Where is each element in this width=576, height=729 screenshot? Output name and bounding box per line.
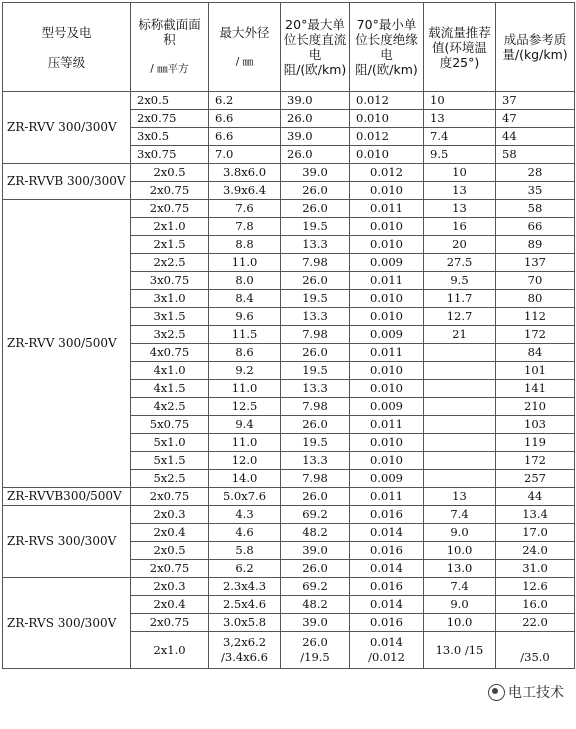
- model-cell: ZR-RVVB 300/300V: [3, 164, 131, 200]
- current-capacity-cell: 9.5: [424, 146, 496, 164]
- current-capacity-cell: 9.0: [424, 596, 496, 614]
- cross-section-cell: 5x1.0: [131, 434, 209, 452]
- insulation-resistance-cell: 0.014: [350, 596, 424, 614]
- cross-section-cell: 2x0.4: [131, 524, 209, 542]
- model-cell: ZR-RVS 300/300V: [3, 506, 131, 578]
- current-capacity-cell: 10.0: [424, 542, 496, 560]
- cross-section-cell: 2x0.75: [131, 110, 209, 128]
- table-row: [3, 164, 575, 182]
- table-row: [3, 506, 575, 524]
- weight-cell: 141: [496, 380, 575, 398]
- weight-cell: 137: [496, 254, 575, 272]
- weight-cell: 172: [496, 452, 575, 470]
- dc-resistance-cell: 39.0: [281, 164, 350, 182]
- dc-resistance-cell: 13.3: [281, 308, 350, 326]
- current-capacity-cell: 13: [424, 200, 496, 218]
- weight-cell: 17.0: [496, 524, 575, 542]
- cross-section-cell: 3x0.5: [131, 128, 209, 146]
- insulation-resistance-cell: 0.010: [350, 218, 424, 236]
- insulation-resistance-cell: 0.016: [350, 506, 424, 524]
- dc-resistance-cell: 26.0: [281, 416, 350, 434]
- outer-diameter-cell: 8.0: [209, 272, 281, 290]
- cross-section-cell: 2x0.75: [131, 200, 209, 218]
- weight-cell: 35: [496, 182, 575, 200]
- insulation-resistance-cell: 0.010: [350, 308, 424, 326]
- outer-diameter-cell: 4.6: [209, 524, 281, 542]
- header-model: 型号及电 压等级: [3, 3, 131, 92]
- model-cell: ZR-RVS 300/300V: [3, 578, 131, 669]
- current-capacity-cell: 13: [424, 488, 496, 506]
- current-capacity-cell: 10: [424, 164, 496, 182]
- outer-diameter-cell: 3.8x6.0: [209, 164, 281, 182]
- dc-resistance-cell: 39.0: [281, 614, 350, 632]
- dc-resistance-cell: 7.98: [281, 470, 350, 488]
- weight-cell: 28: [496, 164, 575, 182]
- table-row: [3, 578, 575, 596]
- current-capacity-cell: 21: [424, 326, 496, 344]
- dc-resistance-cell: 19.5: [281, 362, 350, 380]
- insulation-resistance-cell: 0.009: [350, 254, 424, 272]
- current-capacity-cell: [424, 434, 496, 452]
- current-capacity-cell: [424, 398, 496, 416]
- insulation-resistance-cell: 0.010: [350, 182, 424, 200]
- dc-resistance-cell: 48.2: [281, 596, 350, 614]
- cable-spec-table: [2, 2, 575, 669]
- cross-section-cell: 3x2.5: [131, 326, 209, 344]
- dc-resistance-cell: 26.0: [281, 272, 350, 290]
- cross-section-cell: 4x0.75: [131, 344, 209, 362]
- dc-resistance-cell: 48.2: [281, 524, 350, 542]
- header-current-capacity: 载流量推荐值(环境温度25°): [424, 3, 496, 92]
- outer-diameter-cell: 12.0: [209, 452, 281, 470]
- weight-cell: 47: [496, 110, 575, 128]
- insulation-resistance-cell: 0.016: [350, 578, 424, 596]
- dc-resistance-cell: 26.0: [281, 560, 350, 578]
- dc-resistance-cell: 13.3: [281, 380, 350, 398]
- insulation-resistance-cell: 0.010: [350, 236, 424, 254]
- insulation-resistance-cell: 0.010: [350, 362, 424, 380]
- weight-cell: 112: [496, 308, 575, 326]
- outer-diameter-cell: 7.8: [209, 218, 281, 236]
- outer-diameter-cell: 3.9x6.4: [209, 182, 281, 200]
- outer-diameter-cell: 7.6: [209, 200, 281, 218]
- current-capacity-cell: 7.4: [424, 128, 496, 146]
- weight-cell: 70: [496, 272, 575, 290]
- dc-resistance-cell: 19.5: [281, 434, 350, 452]
- insulation-resistance-cell: 0.010: [350, 452, 424, 470]
- cross-section-cell: 3x0.75: [131, 146, 209, 164]
- insulation-resistance-cell: 0.012: [350, 92, 424, 110]
- table-row: [3, 488, 575, 506]
- outer-diameter-cell: 5.8: [209, 542, 281, 560]
- current-capacity-cell: [424, 380, 496, 398]
- dc-resistance-cell: 7.98: [281, 254, 350, 272]
- insulation-resistance-cell: 0.010: [350, 146, 424, 164]
- outer-diameter-cell: 3.0x5.8: [209, 614, 281, 632]
- weight-cell: 66: [496, 218, 575, 236]
- cross-section-cell: 2x0.75: [131, 488, 209, 506]
- insulation-resistance-cell: 0.010: [350, 434, 424, 452]
- cross-section-cell: 2x0.75: [131, 614, 209, 632]
- current-capacity-cell: 7.4: [424, 506, 496, 524]
- cross-section-cell: 2x0.4: [131, 596, 209, 614]
- cross-section-cell: 3x1.5: [131, 308, 209, 326]
- weight-cell: 16.0: [496, 596, 575, 614]
- header-insulation-resistance: 70°最小单位长度绝缘电阻/(欧/km): [350, 3, 424, 92]
- insulation-resistance-cell: 0.016: [350, 614, 424, 632]
- cross-section-cell: 2x0.5: [131, 164, 209, 182]
- outer-diameter-cell: 11.0: [209, 380, 281, 398]
- current-capacity-cell: 7.4: [424, 578, 496, 596]
- dc-resistance-cell: 26.0: [281, 146, 350, 164]
- header-weight: 成品参考质量/(kg/km): [496, 3, 575, 92]
- weight-cell: 44: [496, 488, 575, 506]
- current-capacity-cell: [424, 416, 496, 434]
- cross-section-cell: 5x1.5: [131, 452, 209, 470]
- insulation-resistance-cell: 0.012: [350, 128, 424, 146]
- dc-resistance-cell: 26.0: [281, 200, 350, 218]
- outer-diameter-cell: 12.5: [209, 398, 281, 416]
- weight-cell: 12.6: [496, 578, 575, 596]
- header-dc-resistance: 20°最大单位长度直流电阻/(欧/km): [281, 3, 350, 92]
- weight-cell: 13.4: [496, 506, 575, 524]
- dc-resistance-cell: 69.2: [281, 506, 350, 524]
- insulation-resistance-cell: 0.014: [350, 560, 424, 578]
- weight-cell: 210: [496, 398, 575, 416]
- current-capacity-cell: 27.5: [424, 254, 496, 272]
- model-cell: ZR-RVV 300/500V: [3, 200, 131, 488]
- insulation-resistance-cell: 0.011: [350, 488, 424, 506]
- table-row: [3, 200, 575, 218]
- weight-cell: 103: [496, 416, 575, 434]
- weight-cell: 58: [496, 200, 575, 218]
- current-capacity-cell: 10.0: [424, 614, 496, 632]
- dc-resistance-cell: 7.98: [281, 398, 350, 416]
- outer-diameter-cell: 8.4: [209, 290, 281, 308]
- dc-resistance-cell: 69.2: [281, 578, 350, 596]
- cross-section-cell: 4x2.5: [131, 398, 209, 416]
- dc-resistance-cell: 13.3: [281, 236, 350, 254]
- outer-diameter-cell: 9.6: [209, 308, 281, 326]
- current-capacity-cell: [424, 362, 496, 380]
- outer-diameter-cell: 9.4: [209, 416, 281, 434]
- weight-cell: 101: [496, 362, 575, 380]
- weight-cell: 119: [496, 434, 575, 452]
- weight-cell: 89: [496, 236, 575, 254]
- cross-section-cell: 3x0.75: [131, 272, 209, 290]
- insulation-resistance-cell: 0.012: [350, 164, 424, 182]
- insulation-resistance-cell: 0.010: [350, 380, 424, 398]
- outer-diameter-cell: 6.6: [209, 110, 281, 128]
- wechat-logo-icon: [488, 684, 505, 701]
- dc-resistance-cell: 26.0: [281, 182, 350, 200]
- weight-cell: 22.0: [496, 614, 575, 632]
- outer-diameter-cell: 3,2x6.2 /3.4x6.6: [209, 632, 281, 669]
- outer-diameter-cell: 2.3x4.3: [209, 578, 281, 596]
- current-capacity-cell: 12.7: [424, 308, 496, 326]
- watermark-text: 电工技术: [508, 685, 564, 701]
- current-capacity-cell: 16: [424, 218, 496, 236]
- weight-cell: 80: [496, 290, 575, 308]
- insulation-resistance-cell: 0.011: [350, 344, 424, 362]
- insulation-resistance-cell: 0.014 /0.012: [350, 632, 424, 669]
- current-capacity-cell: 13: [424, 110, 496, 128]
- dc-resistance-cell: 19.5: [281, 290, 350, 308]
- current-capacity-cell: [424, 344, 496, 362]
- outer-diameter-cell: 4.3: [209, 506, 281, 524]
- weight-cell: 58: [496, 146, 575, 164]
- outer-diameter-cell: 9.2: [209, 362, 281, 380]
- cross-section-cell: 2x0.75: [131, 560, 209, 578]
- outer-diameter-cell: 6.6: [209, 128, 281, 146]
- dc-resistance-cell: 26.0 /19.5: [281, 632, 350, 669]
- current-capacity-cell: [424, 470, 496, 488]
- outer-diameter-cell: 6.2: [209, 92, 281, 110]
- outer-diameter-cell: 2.5x4.6: [209, 596, 281, 614]
- weight-cell: 44: [496, 128, 575, 146]
- dc-resistance-cell: 26.0: [281, 110, 350, 128]
- insulation-resistance-cell: 0.011: [350, 416, 424, 434]
- weight-cell: 31.0: [496, 560, 575, 578]
- insulation-resistance-cell: 0.011: [350, 272, 424, 290]
- current-capacity-cell: 10: [424, 92, 496, 110]
- current-capacity-cell: 20: [424, 236, 496, 254]
- outer-diameter-cell: 8.6: [209, 344, 281, 362]
- dc-resistance-cell: 26.0: [281, 344, 350, 362]
- insulation-resistance-cell: 0.010: [350, 110, 424, 128]
- weight-cell: /35.0: [496, 632, 575, 669]
- dc-resistance-cell: 39.0: [281, 542, 350, 560]
- insulation-resistance-cell: 0.016: [350, 542, 424, 560]
- weight-cell: 84: [496, 344, 575, 362]
- outer-diameter-cell: 7.0: [209, 146, 281, 164]
- outer-diameter-cell: 6.2: [209, 560, 281, 578]
- weight-cell: 24.0: [496, 542, 575, 560]
- header-outer-diameter: 最大外径 / ㎜: [209, 3, 281, 92]
- cross-section-cell: 2x1.0: [131, 218, 209, 236]
- outer-diameter-cell: 11.0: [209, 434, 281, 452]
- current-capacity-cell: 11.7: [424, 290, 496, 308]
- cross-section-cell: 2x0.3: [131, 506, 209, 524]
- table-body: [3, 92, 575, 669]
- insulation-resistance-cell: 0.010: [350, 290, 424, 308]
- insulation-resistance-cell: 0.009: [350, 326, 424, 344]
- current-capacity-cell: 9.0: [424, 524, 496, 542]
- dc-resistance-cell: 26.0: [281, 488, 350, 506]
- table-header: [3, 3, 575, 92]
- current-capacity-cell: [424, 452, 496, 470]
- insulation-resistance-cell: 0.014: [350, 524, 424, 542]
- insulation-resistance-cell: 0.009: [350, 398, 424, 416]
- insulation-resistance-cell: 0.009: [350, 470, 424, 488]
- outer-diameter-cell: 11.5: [209, 326, 281, 344]
- model-cell: ZR-RVV 300/300V: [3, 92, 131, 164]
- cross-section-cell: 4x1.0: [131, 362, 209, 380]
- table-row: [3, 92, 575, 110]
- outer-diameter-cell: 11.0: [209, 254, 281, 272]
- cross-section-cell: 5x0.75: [131, 416, 209, 434]
- current-capacity-cell: 13.0: [424, 560, 496, 578]
- watermark: [486, 681, 566, 703]
- current-capacity-cell: 9.5: [424, 272, 496, 290]
- cross-section-cell: 2x2.5: [131, 254, 209, 272]
- dc-resistance-cell: 13.3: [281, 452, 350, 470]
- cross-section-cell: 3x1.0: [131, 290, 209, 308]
- weight-cell: 37: [496, 92, 575, 110]
- dc-resistance-cell: 39.0: [281, 92, 350, 110]
- current-capacity-cell: 13: [424, 182, 496, 200]
- cross-section-cell: 2x1.5: [131, 236, 209, 254]
- cross-section-cell: 2x0.5: [131, 92, 209, 110]
- dc-resistance-cell: 7.98: [281, 326, 350, 344]
- dc-resistance-cell: 19.5: [281, 218, 350, 236]
- cross-section-cell: 5x2.5: [131, 470, 209, 488]
- cross-section-cell: 4x1.5: [131, 380, 209, 398]
- insulation-resistance-cell: 0.011: [350, 200, 424, 218]
- weight-cell: 257: [496, 470, 575, 488]
- cross-section-cell: 2x1.0: [131, 632, 209, 669]
- outer-diameter-cell: 5.0x7.6: [209, 488, 281, 506]
- weight-cell: 172: [496, 326, 575, 344]
- outer-diameter-cell: 14.0: [209, 470, 281, 488]
- cross-section-cell: 2x0.75: [131, 182, 209, 200]
- model-cell: ZR-RVVB300/500V: [3, 488, 131, 506]
- dc-resistance-cell: 39.0: [281, 128, 350, 146]
- outer-diameter-cell: 8.8: [209, 236, 281, 254]
- cross-section-cell: 2x0.5: [131, 542, 209, 560]
- header-cross-section: 标称截面面积 / ㎜平方: [131, 3, 209, 92]
- current-capacity-cell: 13.0 /15: [424, 632, 496, 669]
- cross-section-cell: 2x0.3: [131, 578, 209, 596]
